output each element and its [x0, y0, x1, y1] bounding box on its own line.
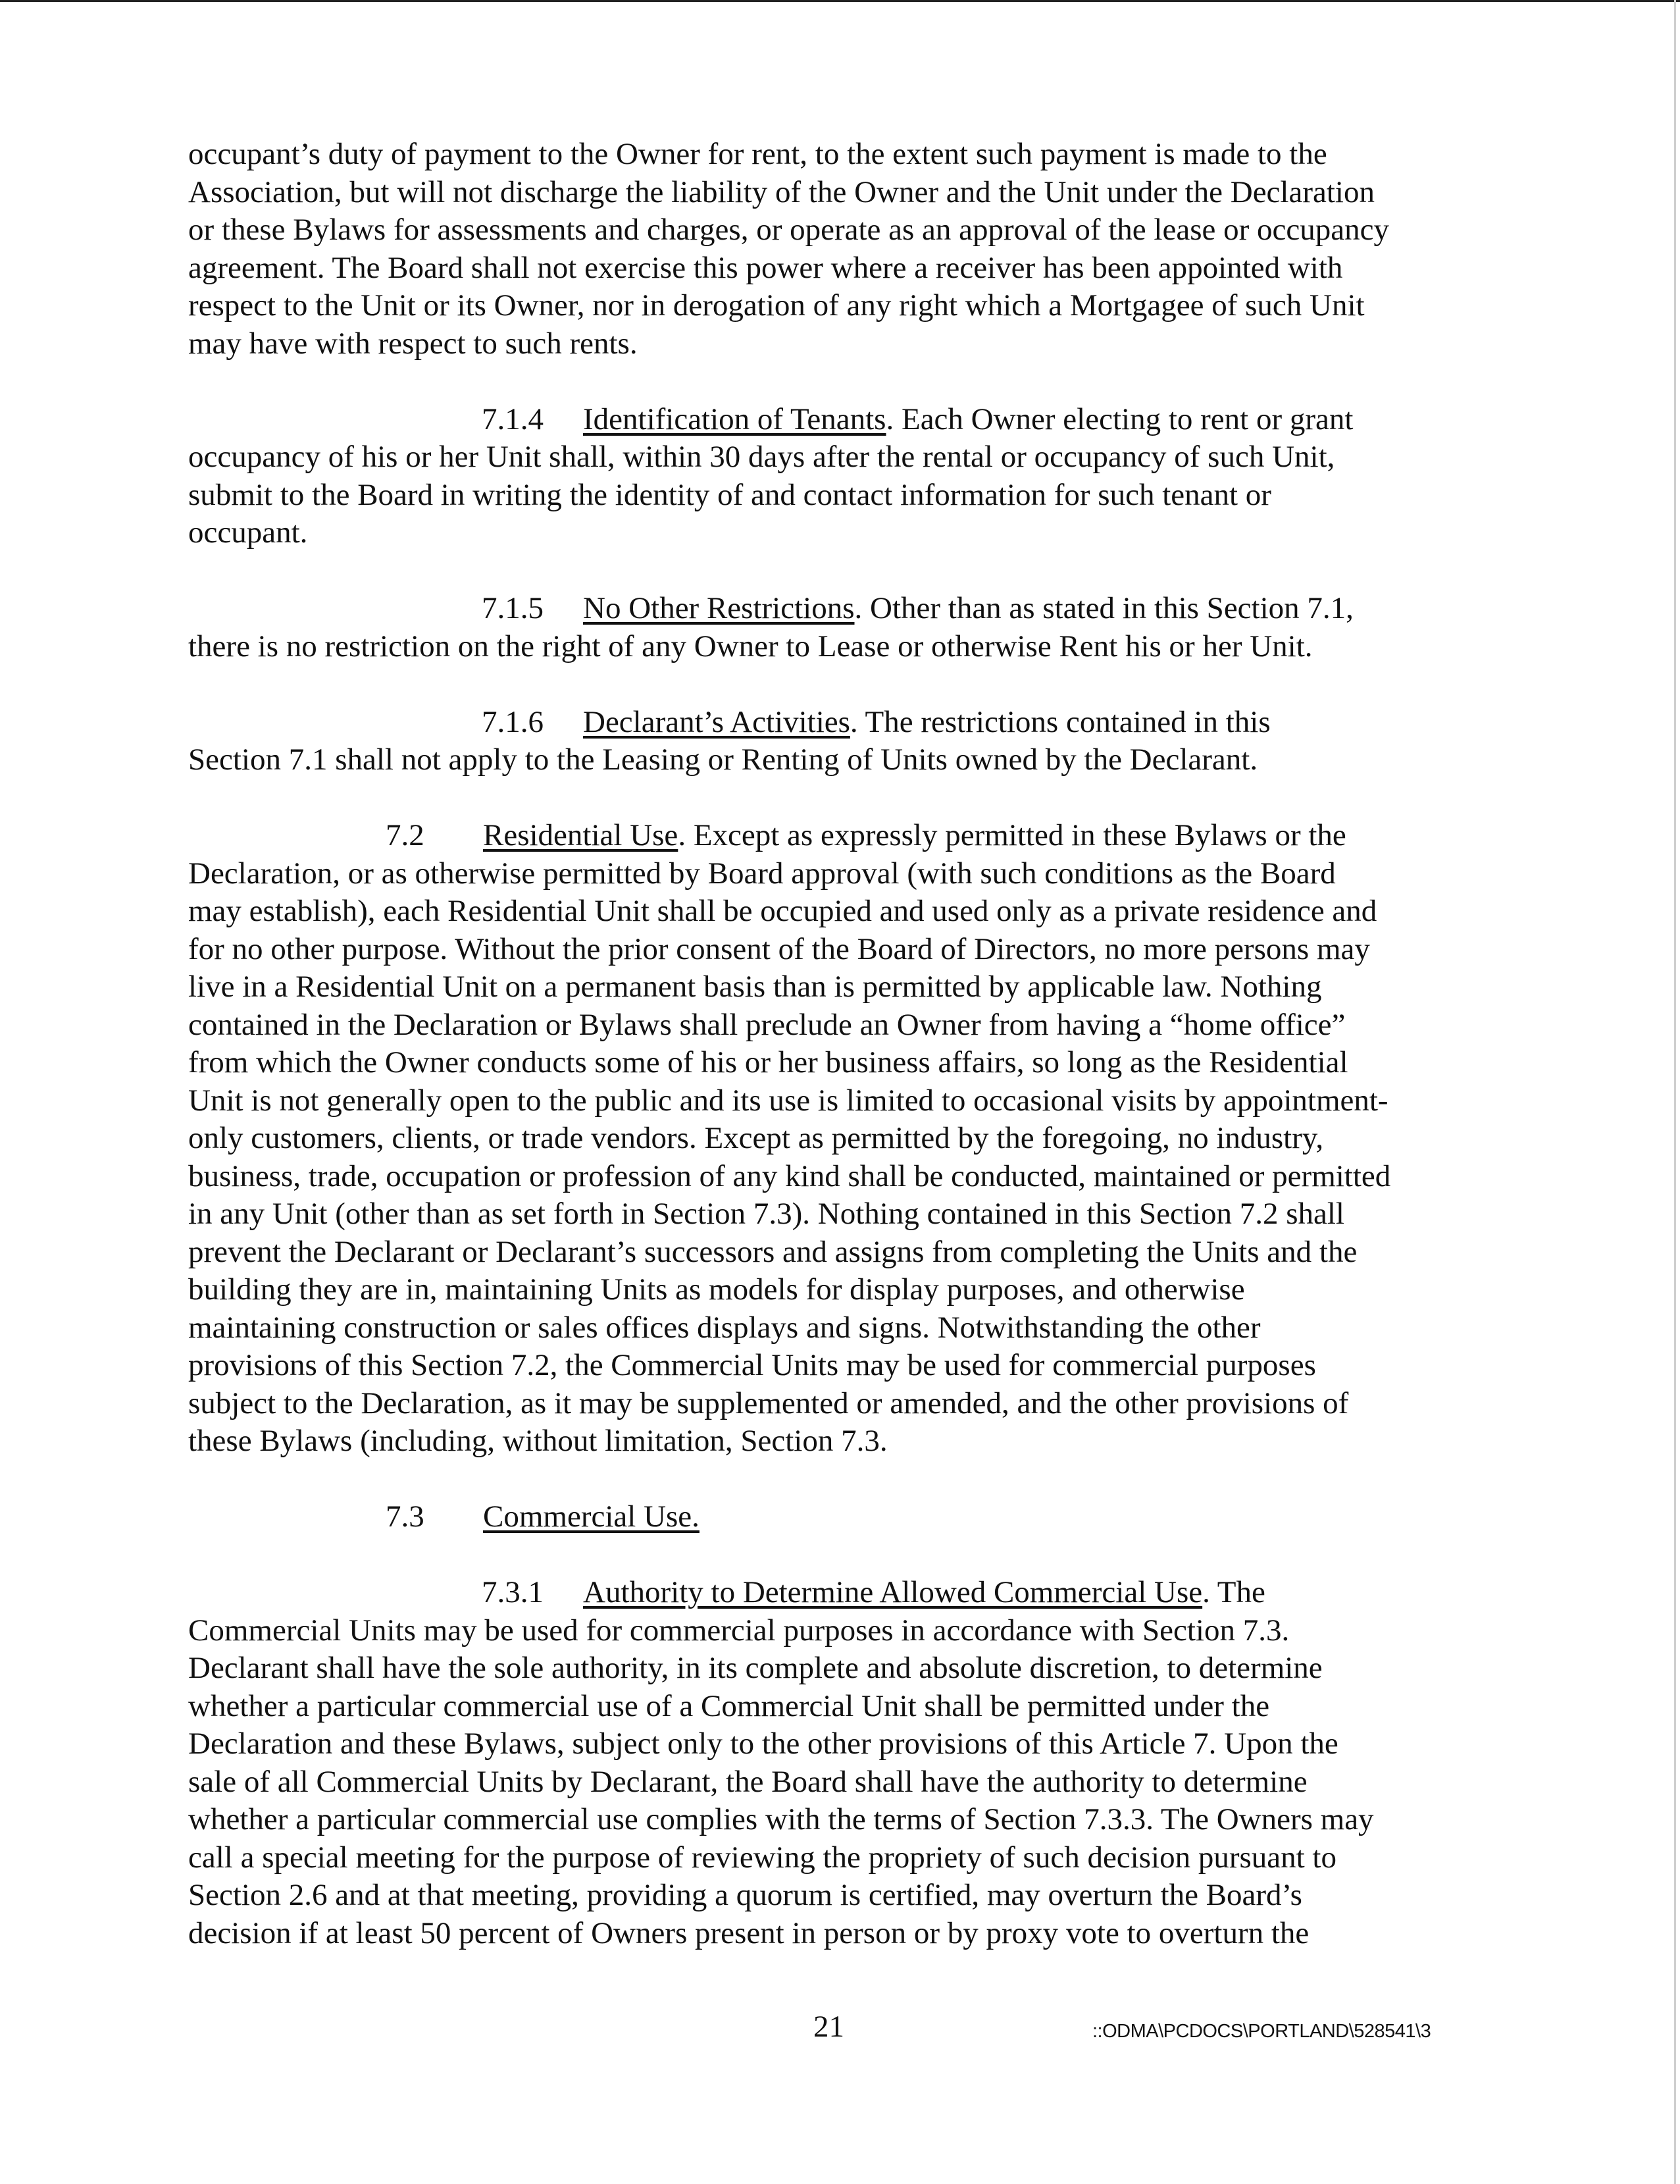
- section-number: 7.1.4: [482, 402, 544, 436]
- section-heading: Declarant’s Activities: [583, 704, 850, 739]
- section-body: occupancy of his or her Unit shall, within 30 days after the rental or occupancy of such Unit, submit to the Board in writing the identity of and contact information for such tenant or occupant.: [188, 440, 1335, 550]
- paragraph-gap: [188, 363, 1478, 401]
- paragraph-occupant-duty: occupant’s duty of payment to the Owner for rent, to the extent such payment is made to the Association, but will not discharge the liability of the Owner and the Unit under the Declaration or these Bylaws for assessments and charges, or operate as an approval of the lease or occupancy agreement. The Board shall not exercise this power where a receiver has been appointed with respect to the Unit or its Owner, nor in derogation of any right which a Mortgagee of such Unit may have with respect to such rents.: [188, 137, 1389, 361]
- section-first-line: . The: [1202, 1575, 1265, 1609]
- top-scan-border: [0, 0, 1680, 2]
- section-7-2: [188, 817, 1478, 1461]
- section-7-3: [188, 1498, 1478, 1536]
- section-body: there is no restriction on the right of any Owner to Lease or otherwise Rent his or her Unit.: [188, 629, 1313, 663]
- paragraph-gap: [188, 779, 1478, 818]
- section-number: 7.2: [386, 818, 424, 852]
- section-first-line: . The restrictions contained in this: [850, 704, 1271, 739]
- section-body: Declaration, or as otherwise permitted by Board approval (with such conditions as the Board may establish), each Residential Unit shall be occupied and used only as a private residence and for no other purpose. Without the prior consent of the Board of Directors, no more persons may live in a Residential Unit on a permanent basis than is permitted by applicable law. Nothing contained in the Declaration or Bylaws shall preclude an Owner from having a “home office” from which the Owner conducts some of his or her business affairs, so long as the Residential Unit is not generally open to the public and its use is limited to occasional visits by appointment- only customers, clients, or trade vendors. Except as permitted by the foregoing, no industry, business, trade, occupation or profession of any kind shall be conducted, maintained or permitted in any Unit (other than as set forth in Section 7.3). Nothing contained in this Section 7.2 shall prevent the Declarant or Declarant’s successors and assigns from completing the Units and the building they are in, maintaining Units as models for display purposes, and otherwise maintaining construction or sales offices displays and signs. Notwithstanding the other provisions of this Section 7.2, the Commercial Units may be used for commercial purposes subject to the Declaration, as it may be supplemented or amended, and the other provisions of these Bylaws (including, without limitation, Section 7.3.: [188, 856, 1391, 1458]
- paragraph-gap: [188, 1536, 1478, 1574]
- page-number: 21: [813, 2010, 844, 2044]
- section-number: 7.1.5: [482, 591, 544, 625]
- section-heading: Authority to Determine Allowed Commercial Use: [583, 1575, 1203, 1609]
- paragraph-gap: [188, 665, 1478, 704]
- section-number: 7.3: [386, 1499, 424, 1534]
- section-heading: No Other Restrictions: [583, 591, 855, 625]
- section-7-1-5: [188, 590, 1478, 665]
- section-body: Commercial Units may be used for commercial purposes in accordance with Section 7.3. Declarant shall have the sole authority, in its complete and absolute discretion, to determine whether a particular commercial use of a Commercial Unit shall be permitted under the Declaration and these Bylaws, subject only to the other provisions of this Article 7. Upon the sale of all Commercial Units by Declarant, the Board shall have the authority to determine whether a particular commercial use complies with the terms of Section 7.3.3. The Owners may call a special meeting for the purpose of reviewing the propriety of such decision pursuant to Section 2.6 and at that meeting, providing a quorum is certified, may overturn the Board’s decision if at least 50 percent of Owners present in person or by proxy vote to overturn the: [188, 1613, 1374, 1950]
- section-number: 7.3.1: [482, 1575, 544, 1609]
- document-body: [188, 136, 1478, 1952]
- paragraph-gap: [188, 1461, 1478, 1499]
- section-heading: Identification of Tenants: [583, 402, 886, 436]
- section-body: Section 7.1 shall not apply to the Leasing or Renting of Units owned by the Declarant.: [188, 742, 1258, 777]
- section-7-1-6: [188, 704, 1478, 779]
- right-scan-border: [1674, 0, 1676, 2184]
- section-7-3-1: [188, 1574, 1478, 1952]
- section-first-line: . Other than as stated in this Section 7.1,: [854, 591, 1354, 625]
- section-first-line: . Each Owner electing to rent or grant: [886, 402, 1354, 436]
- section-heading: Commercial Use.: [483, 1499, 700, 1534]
- paragraph-gap: [188, 552, 1478, 590]
- section-7-1-4: [188, 401, 1478, 552]
- section-number: 7.1.6: [482, 704, 544, 739]
- section-heading: Residential Use: [483, 818, 678, 852]
- document-path: ::ODMA\PCDOCS\PORTLAND\528541\3: [1092, 2021, 1431, 2042]
- section-first-line: . Except as expressly permitted in these Bylaws or the: [678, 818, 1346, 852]
